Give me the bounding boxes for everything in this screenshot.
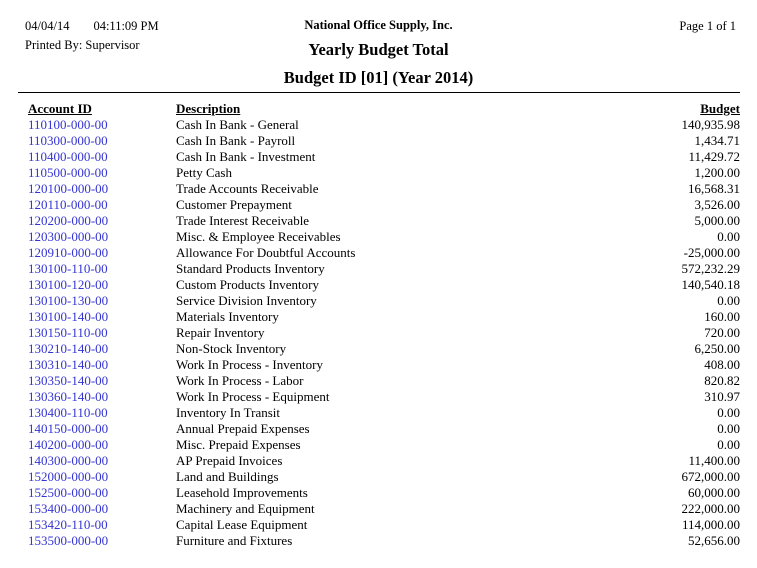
- account-id-link[interactable]: 120300-000-00: [28, 229, 109, 244]
- budget-amount-cell: 820.82: [704, 373, 740, 388]
- printed-by: Printed By: Supervisor: [25, 38, 140, 52]
- account-id-link[interactable]: 153420-110-00: [28, 517, 108, 532]
- description-cell: Trade Interest Receivable: [176, 213, 310, 228]
- account-id-cell: [18, 277, 176, 293]
- account-id-cell: [18, 133, 176, 149]
- account-id-link[interactable]: 130100-120-00: [28, 277, 109, 292]
- account-id-link[interactable]: 130150-110-00: [28, 325, 108, 340]
- table-row: [18, 229, 740, 245]
- budget-amount-cell: 11,400.00: [688, 453, 740, 468]
- budget-amount-cell: 1,434.71: [694, 133, 740, 148]
- budget-amount-cell: 0.00: [717, 421, 740, 436]
- budget-amount-cell: 3,526.00: [694, 197, 740, 212]
- account-id-cell: [18, 357, 176, 373]
- page-indicator: Page 1 of 1: [679, 19, 736, 33]
- description-cell: Land and Buildings: [176, 469, 279, 484]
- table-row: [18, 373, 740, 389]
- description-cell: Petty Cash: [176, 165, 232, 180]
- account-id-link[interactable]: 130310-140-00: [28, 357, 109, 372]
- table-row: [18, 165, 740, 181]
- account-id-link[interactable]: 110400-000-00: [28, 149, 108, 164]
- budget-amount-cell: 0.00: [717, 405, 740, 420]
- account-id-cell: [18, 181, 176, 197]
- report-time: 04:11:09 PM: [93, 19, 159, 33]
- report-title-block: [0, 0, 757, 88]
- account-id-link[interactable]: 110500-000-00: [28, 165, 108, 180]
- table-row: [18, 213, 740, 229]
- budget-amount-cell: 5,000.00: [694, 213, 740, 228]
- account-id-cell: [18, 405, 176, 421]
- description-cell: Furniture and Fixtures: [176, 533, 293, 548]
- table-header-row: [18, 100, 740, 117]
- account-id-cell: [18, 533, 176, 549]
- report-subtitle: Budget ID [01] (Year 2014): [283, 68, 474, 87]
- budget-amount-cell: 672,000.00: [681, 469, 740, 484]
- account-id-link[interactable]: 130100-110-00: [28, 261, 108, 276]
- column-header-budget: Budget: [700, 101, 740, 116]
- table-row: [18, 453, 740, 469]
- budget-amount-cell: 160.00: [704, 309, 740, 324]
- description-cell: Repair Inventory: [176, 325, 265, 340]
- account-id-link[interactable]: 120200-000-00: [28, 213, 109, 228]
- column-header-description: Description: [176, 101, 241, 116]
- table-row: [18, 405, 740, 421]
- account-id-link[interactable]: 152000-000-00: [28, 469, 109, 484]
- account-id-cell: [18, 293, 176, 309]
- account-id-cell: [18, 517, 176, 533]
- table-row: [18, 117, 740, 133]
- account-id-link[interactable]: 153500-000-00: [28, 533, 109, 548]
- table-row: [18, 517, 740, 533]
- account-id-cell: [18, 229, 176, 245]
- table-row: [18, 325, 740, 341]
- table-row: [18, 341, 740, 357]
- description-cell: Capital Lease Equipment: [176, 517, 308, 532]
- account-id-link[interactable]: 130100-140-00: [28, 309, 109, 324]
- account-id-cell: [18, 501, 176, 517]
- description-cell: Misc. Prepaid Expenses: [176, 437, 301, 452]
- budget-amount-cell: 408.00: [704, 357, 740, 372]
- budget-amount-cell: 16,568.31: [688, 181, 740, 196]
- budget-amount-cell: 0.00: [717, 437, 740, 452]
- description-cell: AP Prepaid Invoices: [176, 453, 283, 468]
- account-id-cell: [18, 261, 176, 277]
- description-cell: Cash In Bank - Payroll: [176, 133, 296, 148]
- description-cell: Work In Process - Inventory: [176, 357, 323, 372]
- table-row: [18, 149, 740, 165]
- budget-amount-cell: 572,232.29: [681, 261, 740, 276]
- description-cell: Misc. & Employee Receivables: [176, 229, 341, 244]
- account-id-cell: [18, 341, 176, 357]
- table-row: [18, 261, 740, 277]
- account-id-link[interactable]: 130210-140-00: [28, 341, 109, 356]
- table-row: [18, 421, 740, 437]
- description-cell: Service Division Inventory: [176, 293, 317, 308]
- description-cell: Custom Products Inventory: [176, 277, 319, 292]
- account-id-link[interactable]: 110100-000-00: [28, 117, 108, 132]
- budget-table: [18, 100, 740, 549]
- account-id-cell: [18, 213, 176, 229]
- account-id-link[interactable]: 140150-000-00: [28, 421, 109, 436]
- table-row: [18, 245, 740, 261]
- account-id-cell: [18, 117, 176, 133]
- account-id-cell: [18, 453, 176, 469]
- table-row: [18, 277, 740, 293]
- description-cell: Customer Prepayment: [176, 197, 292, 212]
- account-id-cell: [18, 245, 176, 261]
- table-row: [18, 309, 740, 325]
- description-cell: Annual Prepaid Expenses: [176, 421, 310, 436]
- budget-amount-cell: 6,250.00: [694, 341, 740, 356]
- table-row: [18, 389, 740, 405]
- description-cell: Materials Inventory: [176, 309, 279, 324]
- budget-amount-cell: 222,000.00: [681, 501, 740, 516]
- description-cell: Inventory In Transit: [176, 405, 280, 420]
- budget-amount-cell: 720.00: [704, 325, 740, 340]
- table-row: [18, 533, 740, 549]
- table-row: [18, 501, 740, 517]
- table-row: [18, 469, 740, 485]
- account-id-cell: [18, 149, 176, 165]
- description-cell: Leasehold Improvements: [176, 485, 308, 500]
- report-title: Yearly Budget Total: [308, 40, 449, 59]
- account-id-link[interactable]: 130350-140-00: [28, 373, 109, 388]
- header-divider: [18, 92, 740, 93]
- account-id-cell: [18, 469, 176, 485]
- description-cell: Cash In Bank - General: [176, 117, 299, 132]
- budget-amount-cell: 1,200.00: [694, 165, 740, 180]
- account-id-link[interactable]: 120100-000-00: [28, 181, 109, 196]
- account-id-link[interactable]: 130100-130-00: [28, 293, 109, 308]
- account-id-cell: [18, 309, 176, 325]
- table-row: [18, 293, 740, 309]
- account-id-link[interactable]: 130400-110-00: [28, 405, 108, 420]
- account-id-cell: [18, 421, 176, 437]
- budget-amount-cell: 140,935.98: [681, 117, 740, 132]
- description-cell: Machinery and Equipment: [176, 501, 315, 516]
- budget-amount-cell: -25,000.00: [683, 245, 740, 260]
- account-id-cell: [18, 389, 176, 405]
- table-row: [18, 181, 740, 197]
- table-row: [18, 133, 740, 149]
- budget-amount-cell: 310.97: [704, 389, 740, 404]
- budget-amount-cell: 140,540.18: [681, 277, 740, 292]
- account-id-link[interactable]: 140200-000-00: [28, 437, 109, 452]
- description-cell: Allowance For Doubtful Accounts: [176, 245, 356, 260]
- account-id-link[interactable]: 120910-000-00: [28, 245, 109, 260]
- description-cell: Non-Stock Inventory: [176, 341, 287, 356]
- account-id-link[interactable]: 110300-000-00: [28, 133, 108, 148]
- budget-amount-cell: 114,000.00: [681, 517, 740, 532]
- account-id-link[interactable]: 140300-000-00: [28, 453, 109, 468]
- budget-amount-cell: 60,000.00: [688, 485, 740, 500]
- account-id-cell: [18, 325, 176, 341]
- table-row: [18, 197, 740, 213]
- description-cell: Standard Products Inventory: [176, 261, 325, 276]
- table-row: [18, 437, 740, 453]
- account-id-link[interactable]: 120110-000-00: [28, 197, 108, 212]
- budget-amount-cell: 11,429.72: [688, 149, 740, 164]
- table-body: [18, 117, 740, 549]
- account-id-cell: [18, 373, 176, 389]
- table-row: [18, 485, 740, 501]
- description-cell: Trade Accounts Receivable: [176, 181, 319, 196]
- account-id-link[interactable]: 130360-140-00: [28, 389, 109, 404]
- budget-amount-cell: 52,656.00: [688, 533, 740, 548]
- table-row: [18, 357, 740, 373]
- company-name: National Office Supply, Inc.: [304, 18, 453, 32]
- account-id-link[interactable]: 152500-000-00: [28, 485, 109, 500]
- budget-amount-cell: 0.00: [717, 229, 740, 244]
- report-header: [0, 0, 757, 92]
- description-cell: Cash In Bank - Investment: [176, 149, 316, 164]
- description-cell: Work In Process - Labor: [176, 373, 304, 388]
- description-cell: Work In Process - Equipment: [176, 389, 330, 404]
- account-id-cell: [18, 485, 176, 501]
- account-id-link[interactable]: 153400-000-00: [28, 501, 109, 516]
- account-id-cell: [18, 437, 176, 453]
- column-header-account-id: Account ID: [28, 101, 92, 116]
- account-id-cell: [18, 197, 176, 213]
- budget-amount-cell: 0.00: [717, 293, 740, 308]
- account-id-cell: [18, 165, 176, 181]
- report-date: 04/04/14: [25, 19, 70, 33]
